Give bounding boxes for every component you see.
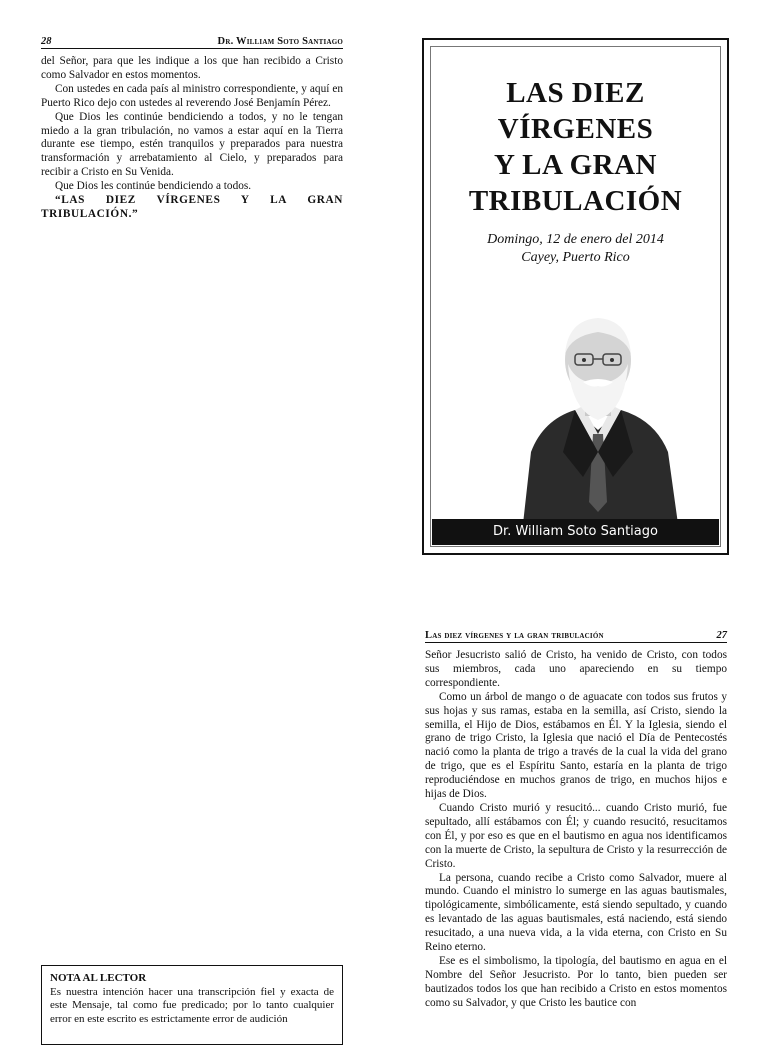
left-page [41,36,343,222]
paragraph: Que Dios les continúe bendiciendo a todos, y no le tengan miedo a la gran tribulación, no vamos a estar aquí en la Tierra durante ese tiempo, estén tranquilos y preparados para nuestra transformación y arrebatamiento al Cielo, y preparados para recibir a Cristo en Su Venida. [41,110,343,179]
page-number-left: 28 [41,36,52,47]
cover-title [431,75,720,219]
note-text: Es nuestra intención hacer una transcripción fiel y exacta de este Mensaje, tal como fue predicado; por lo tanto cualquier error en este escrito es estrictamente error de audición [50,985,334,1025]
header-book-title: Las diez vírgenes y la gran tribulación [425,630,604,641]
cover-title-line: TRIBULACIÓN [468,185,683,217]
paragraph: La persona, cuando recibe a Cristo como Salvador, muere al mundo. Cuando el ministro lo sumerge en las aguas bautismales, tipológicamente, simbólicamente, está siendo sepultado, y cuando es levantado de las aguas bautismales, está naciendo, está siendo resucitado, a una nueva vida, a la vida eterna, con Cristo en Su Reino eterno. [425,871,727,954]
header-author: Dr. William Soto Santiago [217,36,343,47]
paragraph: del Señor, para que les indique a los que han recibido a Cristo como Salvador en estos momentos. [41,55,343,81]
cover-title-line: VÍRGENES [497,113,654,145]
cover-date-place [431,231,720,267]
running-head-left [41,36,343,49]
cover-date: Domingo, 12 de enero del 2014 [487,232,664,247]
closing-title: “LAS DIEZ VÍRGENES Y LA GRAN TRIBULACIÓN.” [41,194,343,220]
paragraph: Que Dios les continúe bendiciendo a todos. [55,180,252,193]
cover-title-line: Y LA GRAN [494,149,657,181]
running-head-right [425,630,727,643]
page-number-right: 27 [716,630,727,641]
paragraph: Ese es el simbolismo, la tipología, del bautismo en agua en el Nombre del Señor Jesucristo. Por lo tanto, bien pueden ser bautizados todos los que han recibido a Cristo en estos momentos como su Salvador, y que Cristo les bautice con [425,954,727,1009]
cover-author-bar: Dr. William Soto Santiago [432,519,719,545]
cover-title-line: LAS DIEZ [506,77,645,109]
paragraph: Cuando Cristo murió y resucitó... cuando Cristo murió, fue sepultado, allí estábamos con Él; y cuando resucitó, resucitamos con Él, y por eso es que en el bautismo en agua nos identificamos con la muerte de Cristo, la sepultura de Cristo y la resurrección de Cristo. [425,801,727,870]
paragraph: Como un árbol de mango o de aguacate con todos sus frutos y sus hojas y sus ramas, estaba en la semilla, así Cristo, siendo la semilla, el Hijo de Dios, estábamos en Él. Y la Iglesia, siendo el grano de trigo Cristo, la Iglesia que nació el Día de Pentecostés nació como la planta de trigo a través de la cual la vida del grano de trigo, que es el Espíritu Santo, estaría en la planta de trigo reproduciéndose en muchos granos de trigo, en muchos hijos e hijas de Dios. [425,690,727,801]
cover-place: Cayey, Puerto Rico [521,250,630,265]
book-cover [422,38,729,555]
cover-inner-frame [430,46,721,547]
paragraph: Señor Jesucristo salió de Cristo, ha venido de Cristo, con todos sus miembros, cada uno apareciendo en su tiempo correspondiente. [425,649,727,689]
reader-note-box [41,965,343,1045]
left-body-text [41,55,343,222]
right-body-text [425,649,727,1011]
author-portrait [513,302,683,524]
paragraph: Con ustedes en cada país al ministro correspondiente, y aquí en Puerto Rico dejo con ustedes al reverendo José Benjamín Pérez. [41,82,343,109]
note-heading: NOTA AL LECTOR [50,972,147,984]
right-page [425,630,727,1011]
